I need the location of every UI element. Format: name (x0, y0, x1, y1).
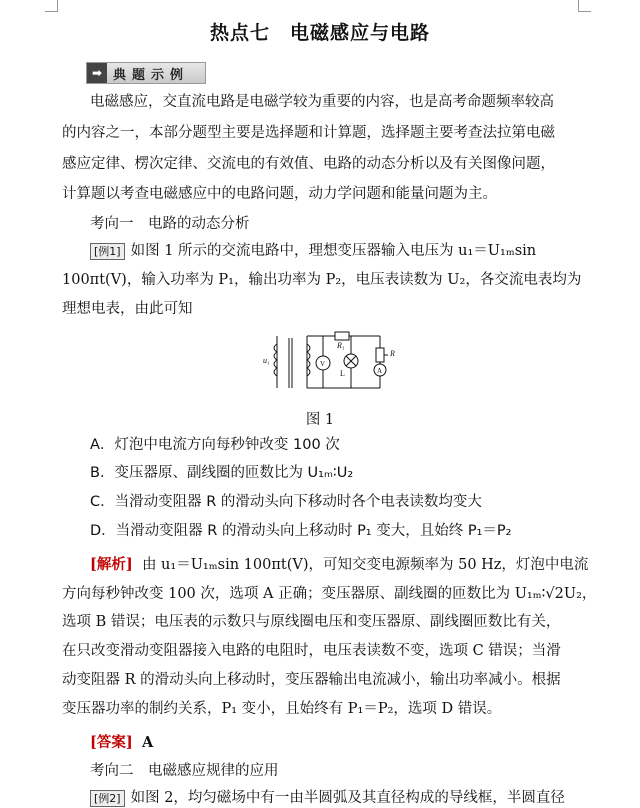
answer-value: A (141, 734, 154, 751)
crop-mark (57, 0, 58, 12)
analysis-text: 由 u₁＝U₁ₘsin 100πt(V)，可知交变电源频率为 50 Hz，灯泡中电流 (141, 557, 589, 573)
section-heading: 考向一 电路的动态分析 (90, 216, 250, 232)
answer-line (90, 733, 610, 753)
label-u1: u₁ (263, 356, 270, 365)
example-tag: [例2] (90, 790, 125, 807)
intro-line: 的内容之一，本部分题型主要是选择题和计算题，选择题主要考查法拉第电磁 (62, 125, 555, 141)
analysis-line (90, 555, 610, 575)
section-heading: 考向二 电磁感应规律的应用 (90, 763, 279, 779)
intro-line: 电磁感应，交直流电路是电磁学较为重要的内容，也是高考命题频率较高 (90, 94, 554, 110)
banner-label: 典题示例 (113, 67, 190, 83)
analysis-line: 变压器功率的制约关系，P₁ 变小，且始终有 P₁＝P₂，选项 D 错误。 (62, 701, 502, 717)
example-line: 理想电表，由此可知 (62, 301, 193, 317)
label-V: V (320, 360, 326, 368)
intro-line: 感应定律、楞次定律、交流电的有效值、电路的动态分析以及有关图像问题， (62, 156, 555, 172)
label-A: A (377, 367, 383, 375)
circuit-diagram (255, 326, 405, 398)
crop-mark (579, 11, 591, 12)
crop-mark (45, 11, 57, 12)
option-b: B．变压器原、副线圈的匝数比为 U₁ₘ∶U₂ (90, 465, 354, 481)
example-line (90, 241, 610, 261)
label-R1: R₁ (337, 341, 345, 350)
analysis-line: 方向每秒钟改变 100 次，选项 A 正确；变压器原、副线圈的匝数比为 U₁ₘ∶√2U₂， (62, 586, 597, 602)
example-line (90, 788, 610, 808)
example-line: 100πt(V)，输入功率为 P₁，输出功率为 P₂，电压表读数为 U₂，各交流电表均为 (62, 272, 582, 288)
figure-caption: 图 1 (305, 412, 335, 428)
analysis-tag: [解析] (90, 556, 133, 573)
arrow-right-icon: ➡ (87, 63, 107, 83)
label-L: L (340, 369, 345, 378)
analysis-line: 选项 B 错误；电压表的示数只与原线圈电压和变压器原、副线圈匝数比有关， (62, 614, 561, 630)
section-banner (86, 62, 206, 84)
option-d: D．当滑动变阻器 R 的滑动头向上移动时 P₁ 变大，且始终 P₁＝P₂ (90, 523, 512, 539)
intro-line: 计算题以考查电磁感应中的电路问题，动力学问题和能量问题为主。 (62, 186, 497, 202)
example-text: 如图 1 所示的交流电路中，理想变压器输入电压为 u₁＝U₁ₘsin (130, 243, 537, 259)
example-text: 如图 2，均匀磁场中有一由半圆弧及其直径构成的导线框，半圆直径 (130, 790, 565, 806)
example-tag: [例1] (90, 243, 125, 260)
analysis-line: 动变阻器 R 的滑动头向上移动时，变压器输出电流减小，输出功率减小。根据 (62, 672, 561, 688)
answer-tag: [答案] (90, 734, 133, 751)
label-R: R (390, 349, 395, 358)
analysis-line: 在只改变滑动变阻器接入电路的电阻时，电压表读数不变，选项 C 错误；当滑 (62, 643, 561, 659)
option-c: C．当滑动变阻器 R 的滑动头向下移动时各个电表读数均变大 (90, 494, 482, 510)
option-a: A．灯泡中电流方向每秒钟改变 100 次 (90, 437, 340, 453)
page-title: 热点七 电磁感应与电路 (209, 22, 430, 44)
